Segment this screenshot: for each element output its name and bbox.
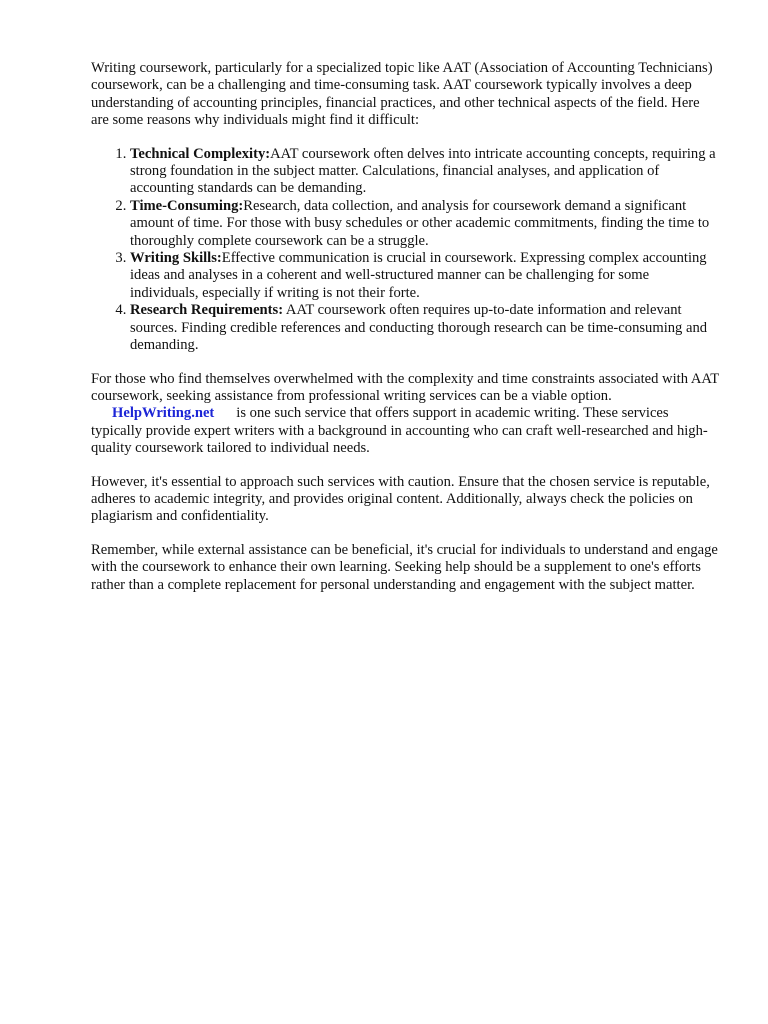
list-item-term: Writing Skills:	[130, 250, 222, 267]
assistance-text-before: For those who find themselves overwhelmed with the complexity and time constraints associated with AAT coursework, seeking assistance from professional writing services can be a viable option.	[91, 370, 719, 404]
assistance-paragraph	[91, 371, 721, 458]
list-item	[130, 250, 721, 302]
closing-paragraph: Remember, while external assistance can be beneficial, it's crucial for individuals to understand and engage with the coursework to enhance their own learning. Seeking help should be a supplement to one's efforts rather than a complete replacement for personal understanding and engagement with the subject matter.	[91, 541, 718, 593]
caution-paragraph: However, it's essential to approach such services with caution. Ensure that the chosen service is reputable, adheres to academic integrity, and provides original content. Additionally, always check the policies on plagiarism and confidentiality.	[91, 473, 710, 525]
list-item-text: Effective communication is crucial in coursework. Expressing complex accounting ideas and analyses in a coherent and well-structured manner can be challenging for some individuals, especially if writing is not their forte.	[130, 250, 707, 301]
list-item-text: Research, data collection, and analysis for coursework demand a significant amount of time. For those with busy schedules or other academic commitments, finding the time to thoroughly complete coursework can be a struggle.	[130, 197, 710, 249]
list-item-term: Research Requirements:	[130, 302, 284, 319]
list-item-text: AAT coursework often requires up-to-date information and relevant sources. Finding credible references and conducting thorough research can be time-consuming and demanding.	[130, 302, 708, 354]
reasons-list	[91, 146, 721, 355]
intro-paragraph: Writing coursework, particularly for a specialized topic like AAT (Association of Accounting Technicians) coursework, can be a challenging and time-consuming task. AAT coursework typically involves a deep understanding of accounting principles, financial practices, and other technical aspects of the field. Here are some reasons why individuals might find it difficult:	[91, 60, 713, 129]
list-item	[130, 198, 721, 250]
list-item	[130, 302, 721, 354]
list-item-term: Technical Complexity:	[130, 145, 271, 162]
list-item-text: AAT coursework often delves into intricate accounting concepts, requiring a strong foundation in the subject matter. Calculations, financial analyses, and application of accounting standards can be demanding.	[130, 145, 716, 197]
list-item	[130, 146, 721, 198]
list-item-term: Time-Consuming:	[130, 197, 244, 214]
assistance-text-after: is one such service that offers support in academic writing. These services typically provide expert writers with a background in accounting who can craft well-researched and high-quality coursework tailored to individual needs.	[91, 405, 708, 457]
document-page	[91, 60, 721, 610]
helpwriting-link[interactable]: HelpWriting.net	[112, 405, 215, 422]
